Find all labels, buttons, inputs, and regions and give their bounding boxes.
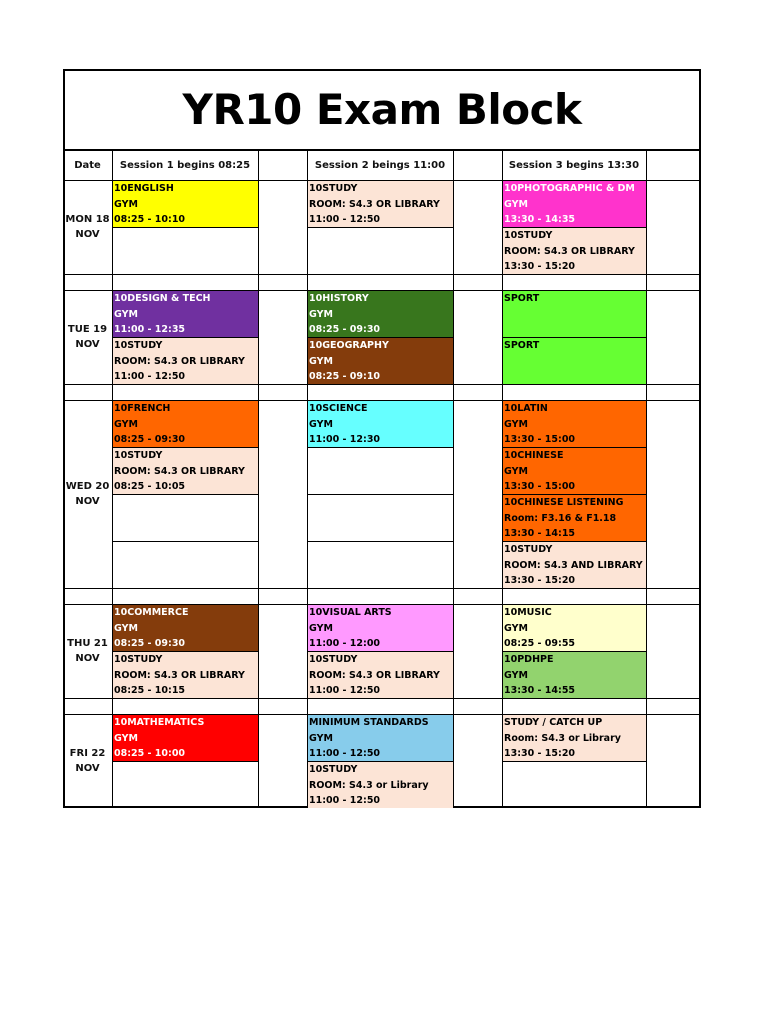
exam-room: GYM	[309, 622, 333, 634]
exam-subject: 10DESIGN & TECH	[114, 293, 211, 304]
day-month: NOV	[75, 229, 100, 240]
exam-time: 11:00 - 12:35	[114, 324, 186, 335]
exam-time: 13:30 - 15:20	[504, 575, 576, 586]
day-month: NOV	[75, 339, 100, 350]
exam-time: 13:30 - 14:15	[504, 528, 576, 539]
exam-time: 11:00 - 12:50	[114, 371, 186, 382]
exam-time: 13:30 - 14:35	[504, 214, 576, 225]
exam-cell	[502, 227, 646, 274]
exam-cell	[112, 180, 258, 227]
exam-time: 13:30 - 15:20	[504, 261, 576, 272]
exam-cell	[307, 651, 453, 698]
exam-subject: 10MUSIC	[504, 607, 552, 618]
exam-subject: 10CHINESE	[504, 450, 564, 461]
exam-subject: 10STUDY	[114, 450, 163, 461]
day-month: NOV	[75, 496, 100, 507]
exam-time: 08:25 - 09:30	[309, 324, 381, 335]
grid-line	[502, 337, 646, 338]
exam-subject: MINIMUM STANDARDS	[309, 717, 429, 728]
exam-cell	[112, 290, 258, 337]
page-title: YR10 Exam Block	[182, 85, 582, 134]
grid-line	[112, 494, 258, 495]
exam-time: 11:00 - 12:30	[309, 434, 381, 445]
grid-line	[63, 290, 701, 291]
exam-room: GYM	[504, 198, 528, 210]
exam-cell	[307, 180, 453, 227]
exam-cell	[112, 447, 258, 494]
grid-line	[502, 447, 646, 448]
day-name: TUE 19	[67, 324, 108, 335]
exam-subject: 10STUDY	[114, 340, 163, 351]
exam-room: GYM	[309, 732, 333, 744]
exam-time: 08:25 - 10:15	[114, 685, 186, 696]
grid-line	[112, 541, 258, 542]
grid-line	[63, 274, 701, 275]
exam-room: ROOM: S4.3 or Library	[309, 779, 429, 791]
grid-line	[112, 337, 258, 338]
exam-time: 08:25 - 10:05	[114, 481, 186, 492]
exam-subject: STUDY / CATCH UP	[504, 717, 603, 728]
exam-room: ROOM: S4.3 AND LIBRARY	[504, 559, 643, 571]
exam-time: 08:25 - 09:30	[114, 434, 186, 445]
grid-line	[307, 447, 453, 448]
day-name: THU 21	[67, 638, 108, 649]
grid-line	[63, 604, 701, 605]
exam-time: 08:25 - 09:30	[114, 638, 186, 649]
exam-subject: 10STUDY	[114, 654, 163, 665]
day-month: NOV	[75, 763, 100, 774]
exam-room: ROOM: S4.3 OR LIBRARY	[504, 245, 635, 257]
grid-line	[63, 400, 701, 401]
grid-line	[502, 227, 646, 228]
exam-subject: SPORT	[504, 340, 540, 351]
exam-time: 08:25 - 10:10	[114, 214, 186, 225]
exam-subject: 10STUDY	[504, 230, 553, 241]
exam-time: 13:30 - 15:20	[504, 748, 576, 759]
exam-cell	[307, 290, 453, 337]
exam-subject: 10PHOTOGRAPHIC & DM	[504, 183, 635, 194]
grid-line	[112, 651, 258, 652]
day-month: NOV	[75, 653, 100, 664]
grid-line	[63, 714, 701, 715]
grid-line	[453, 150, 454, 808]
exam-subject: 10SCIENCE	[309, 403, 368, 414]
header-session-3: Session 3 begins 13:30	[508, 159, 640, 171]
exam-room: Room: S4.3 or Library	[504, 732, 621, 744]
exam-cell	[502, 651, 646, 698]
grid-line	[502, 541, 646, 542]
exam-time: 08:25 - 09:55	[504, 638, 576, 649]
exam-cell	[502, 494, 646, 541]
exam-subject: 10MATHEMATICS	[114, 717, 205, 728]
exam-time: 11:00 - 12:50	[309, 748, 381, 759]
exam-time: 11:00 - 12:00	[309, 638, 381, 649]
exam-cell	[112, 604, 258, 651]
grid-line	[63, 384, 701, 385]
exam-cell	[112, 400, 258, 447]
exam-time: 11:00 - 12:50	[309, 214, 381, 225]
grid-line	[307, 651, 453, 652]
exam-subject: 10STUDY	[309, 183, 358, 194]
grid-line	[502, 651, 646, 652]
day-name: MON 18	[65, 214, 110, 225]
exam-time: 13:30 - 15:00	[504, 434, 576, 445]
exam-cell	[307, 604, 453, 651]
exam-room: ROOM: S4.3 OR LIBRARY	[114, 465, 245, 477]
exam-room: Room: F3.16 & F1.18	[504, 512, 617, 524]
exam-room: GYM	[114, 308, 138, 320]
exam-cell	[502, 604, 646, 651]
exam-room: GYM	[309, 308, 333, 320]
exam-room: GYM	[504, 622, 528, 634]
day-label-thu	[63, 604, 112, 698]
exam-room: ROOM: S4.3 OR LIBRARY	[114, 669, 245, 681]
exam-subject: 10VISUAL ARTS	[309, 607, 392, 618]
exam-cell	[307, 337, 453, 384]
grid-line	[63, 588, 701, 589]
grid-line	[63, 698, 701, 699]
exam-subject: 10STUDY	[309, 764, 358, 775]
grid-line	[307, 541, 453, 542]
exam-cell	[307, 400, 453, 447]
day-label-mon	[63, 180, 112, 274]
exam-room: GYM	[504, 669, 528, 681]
grid-line	[307, 227, 453, 228]
exam-cell	[502, 541, 646, 588]
exam-subject: 10CHINESE LISTENING	[504, 497, 624, 508]
grid-line	[646, 150, 647, 808]
exam-subject: 10LATIN	[504, 403, 548, 414]
exam-room: GYM	[114, 198, 138, 210]
exam-room: GYM	[114, 622, 138, 634]
exam-cell	[112, 651, 258, 698]
grid-line	[112, 150, 113, 808]
grid-line	[502, 150, 503, 808]
exam-time: 13:30 - 15:00	[504, 481, 576, 492]
grid-line	[63, 149, 701, 151]
day-label-wed	[63, 400, 112, 588]
exam-cell	[307, 761, 453, 808]
header-session-1: Session 1 begins 08:25	[119, 159, 251, 171]
exam-room: GYM	[504, 418, 528, 430]
grid-line	[307, 761, 453, 762]
header-date: Date	[74, 159, 101, 171]
exam-cell	[502, 400, 646, 447]
exam-cell	[502, 290, 646, 337]
grid-line	[502, 494, 646, 495]
exam-cell	[112, 714, 258, 761]
grid-line	[307, 494, 453, 495]
exam-cell	[502, 337, 646, 384]
exam-room: ROOM: S4.3 OR LIBRARY	[309, 669, 440, 681]
day-label-fri	[63, 714, 112, 808]
exam-subject: 10STUDY	[504, 544, 553, 555]
header-session-2: Session 2 beings 11:00	[314, 159, 446, 171]
day-name: FRI 22	[69, 748, 106, 759]
exam-subject: 10HISTORY	[309, 293, 369, 304]
exam-cell	[502, 180, 646, 227]
exam-room: GYM	[309, 355, 333, 367]
exam-time: 13:30 - 14:55	[504, 685, 576, 696]
grid-line	[307, 337, 453, 338]
exam-room: GYM	[309, 418, 333, 430]
exam-cell	[307, 714, 453, 761]
day-label-tue	[63, 290, 112, 384]
exam-cell	[502, 714, 646, 761]
exam-subject: 10FRENCH	[114, 403, 171, 414]
grid-line	[112, 227, 258, 228]
exam-room: GYM	[114, 418, 138, 430]
exam-subject: 10GEOGRAPHY	[309, 340, 389, 351]
grid-line	[112, 447, 258, 448]
exam-cell	[112, 337, 258, 384]
grid-line	[112, 761, 258, 762]
grid-line	[307, 150, 308, 808]
grid-line	[63, 180, 701, 181]
exam-room: GYM	[114, 732, 138, 744]
grid-line	[258, 150, 259, 808]
grid-line	[502, 761, 646, 762]
exam-time: 08:25 - 09:10	[309, 371, 381, 382]
exam-room: GYM	[504, 465, 528, 477]
exam-subject: 10COMMERCE	[114, 607, 189, 618]
exam-subject: 10STUDY	[309, 654, 358, 665]
exam-time: 08:25 - 10:00	[114, 748, 186, 759]
exam-time: 11:00 - 12:50	[309, 685, 381, 696]
exam-time: 11:00 - 12:50	[309, 795, 381, 806]
day-name: WED 20	[65, 481, 110, 492]
exam-subject: 10PDHPE	[504, 654, 554, 665]
exam-room: ROOM: S4.3 OR LIBRARY	[309, 198, 440, 210]
exam-subject: SPORT	[504, 293, 540, 304]
exam-room: ROOM: S4.3 OR LIBRARY	[114, 355, 245, 367]
exam-subject: 10ENGLISH	[114, 183, 174, 194]
exam-cell	[502, 447, 646, 494]
